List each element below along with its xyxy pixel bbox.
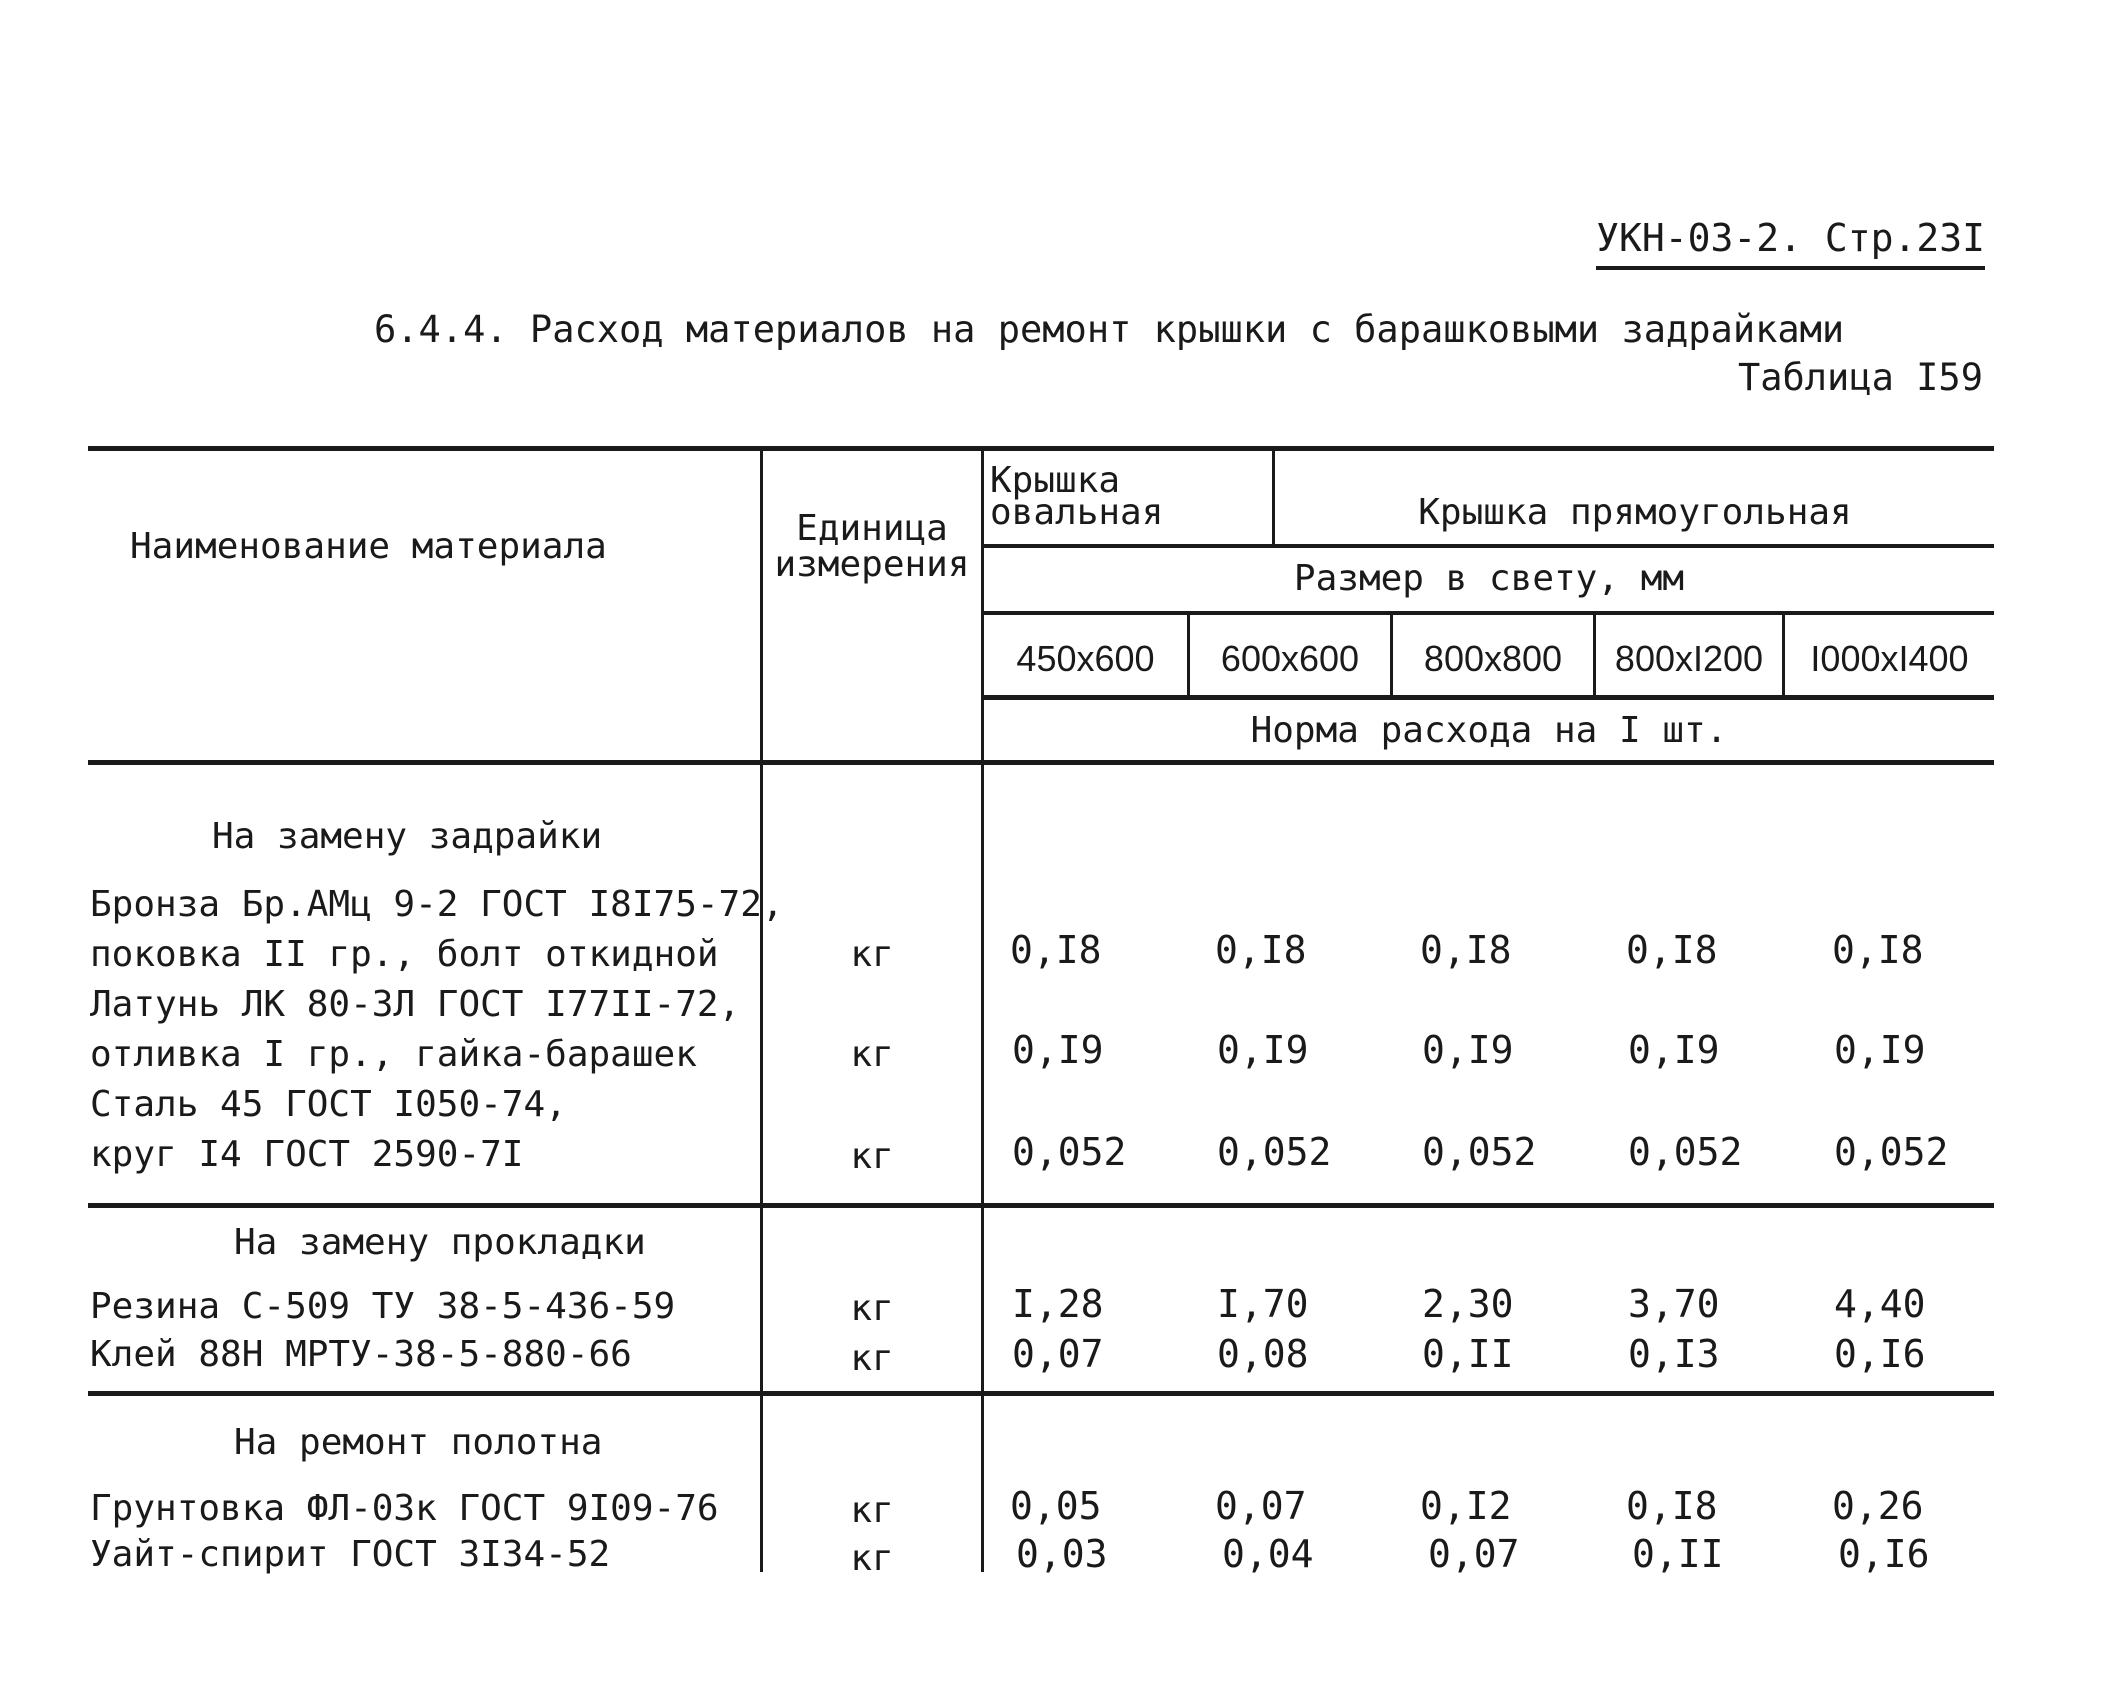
value-cell: 0,08 xyxy=(1217,1332,1309,1376)
section-heading: На замену прокладки xyxy=(234,1222,646,1263)
value-cell: 0,07 xyxy=(1215,1484,1307,1528)
page-header-code: УКН-03-2. Стр.23I xyxy=(1596,216,1985,270)
size-800x800: 800x800 xyxy=(1423,638,1563,679)
unit-cell: кг xyxy=(850,1338,894,1379)
header-bottom-rule xyxy=(88,760,1994,765)
value-cell: 0,03 xyxy=(1016,1532,1108,1576)
value-cell: I,70 xyxy=(1217,1282,1309,1326)
value-cell: 0,05 xyxy=(1010,1484,1102,1528)
header-oval-line1: Крышка xyxy=(990,460,1121,501)
value-cell: 0,04 xyxy=(1222,1532,1314,1576)
value-cell: 0,052 xyxy=(1217,1130,1332,1174)
material-line: Латунь ЛК 80-3Л ГОСТ I77II-72, xyxy=(90,984,741,1025)
value-cell: 0,07 xyxy=(1012,1332,1104,1376)
unit-cell: кг xyxy=(850,1136,894,1177)
section-heading: На замену задрайки xyxy=(212,816,603,857)
unit-cell: кг xyxy=(850,934,894,975)
value-cell: 0,052 xyxy=(1012,1130,1127,1174)
value-cell: 3,70 xyxy=(1628,1282,1720,1326)
value-cell: 0,26 xyxy=(1832,1484,1924,1528)
material-line: Клей 88Н МРТУ-38-5-880-66 xyxy=(90,1334,632,1375)
value-cell: 0,I6 xyxy=(1834,1332,1926,1376)
col-divider-oval-rect xyxy=(1272,446,1275,546)
material-line: круг I4 ГОСТ 2590-7I xyxy=(90,1134,524,1175)
value-cell: 0,I6 xyxy=(1838,1532,1930,1576)
value-cell: 0,I8 xyxy=(1010,928,1102,972)
size-600x600: 600x600 xyxy=(1220,638,1360,679)
value-cell: I,28 xyxy=(1012,1282,1104,1326)
value-cell: 0,I9 xyxy=(1012,1028,1104,1072)
value-cell: 0,II xyxy=(1422,1332,1514,1376)
unit-cell: кг xyxy=(850,1490,894,1531)
value-cell: 4,40 xyxy=(1834,1282,1926,1326)
value-cell: 0,052 xyxy=(1628,1130,1743,1174)
value-cell: 0,07 xyxy=(1428,1532,1520,1576)
unit-cell: кг xyxy=(850,1538,894,1579)
value-cell: 0,I2 xyxy=(1420,1484,1512,1528)
unit-cell: кг xyxy=(850,1034,894,1075)
value-cell: 0,I9 xyxy=(1217,1028,1309,1072)
section2-bottom-rule xyxy=(88,1391,1994,1396)
value-cell: 0,II xyxy=(1632,1532,1724,1576)
value-cell: 2,30 xyxy=(1422,1282,1514,1326)
value-cell: 0,052 xyxy=(1422,1130,1537,1174)
header-size: Размер в свету, мм xyxy=(1293,558,1685,599)
value-cell: 0,I8 xyxy=(1420,928,1512,972)
header-oval-line2: овальная xyxy=(990,492,1164,533)
material-line: Резина С-509 ТУ 38-5-436-59 xyxy=(90,1286,676,1327)
size-450x600: 450x600 xyxy=(1016,638,1155,679)
size-1000x1400: I000xI400 xyxy=(1810,638,1969,679)
value-cell: 0,I9 xyxy=(1628,1028,1720,1072)
header-material: Наименование материала xyxy=(130,526,607,567)
header-unit-line1: Единица xyxy=(796,508,948,549)
value-cell: 0,I9 xyxy=(1834,1028,1926,1072)
unit-cell: кг xyxy=(850,1288,894,1329)
value-cell: 0,I3 xyxy=(1628,1332,1720,1376)
value-cell: 0,052 xyxy=(1834,1130,1949,1174)
header-unit-line2: измерения xyxy=(774,544,970,585)
material-line: Грунтовка ФЛ-03к ГОСТ 9I09-76 xyxy=(90,1488,719,1529)
section-heading: На ремонт полотна xyxy=(234,1422,603,1463)
size-row-bottom-rule xyxy=(983,695,1994,700)
material-line: Бронза Бр.АМц 9-2 ГОСТ I8I75-72, xyxy=(90,884,784,925)
col-divider-unit xyxy=(760,446,763,1572)
rect-size-rule xyxy=(983,544,1994,548)
header-norm: Норма расхода на I шт. xyxy=(1250,710,1728,751)
col-divider-values xyxy=(981,446,984,1572)
value-cell: 0,I9 xyxy=(1422,1028,1514,1072)
table-number: Таблица I59 xyxy=(1737,356,1983,399)
value-cell: 0,I8 xyxy=(1626,1484,1718,1528)
section1-bottom-rule xyxy=(88,1203,1994,1208)
material-line: поковка II гр., болт откидной xyxy=(90,934,719,975)
size-800x1200: 800xI200 xyxy=(1614,638,1764,679)
value-cell: 0,I8 xyxy=(1215,928,1307,972)
material-line: отливка I гр., гайка-барашек xyxy=(90,1034,697,1075)
header-rect: Крышка прямоугольная xyxy=(1418,492,1852,533)
value-cell: 0,I8 xyxy=(1626,928,1718,972)
section-title: 6.4.4. Расход материалов на ремонт крышки с барашковыми задрайками xyxy=(374,308,1845,351)
material-line: Уайт-спирит ГОСТ 3I34-52 xyxy=(90,1534,611,1575)
material-line: Сталь 45 ГОСТ I050-74, xyxy=(90,1084,567,1125)
value-cell: 0,I8 xyxy=(1832,928,1924,972)
size-row-top-rule xyxy=(983,611,1994,615)
table-top-rule xyxy=(88,446,1994,451)
